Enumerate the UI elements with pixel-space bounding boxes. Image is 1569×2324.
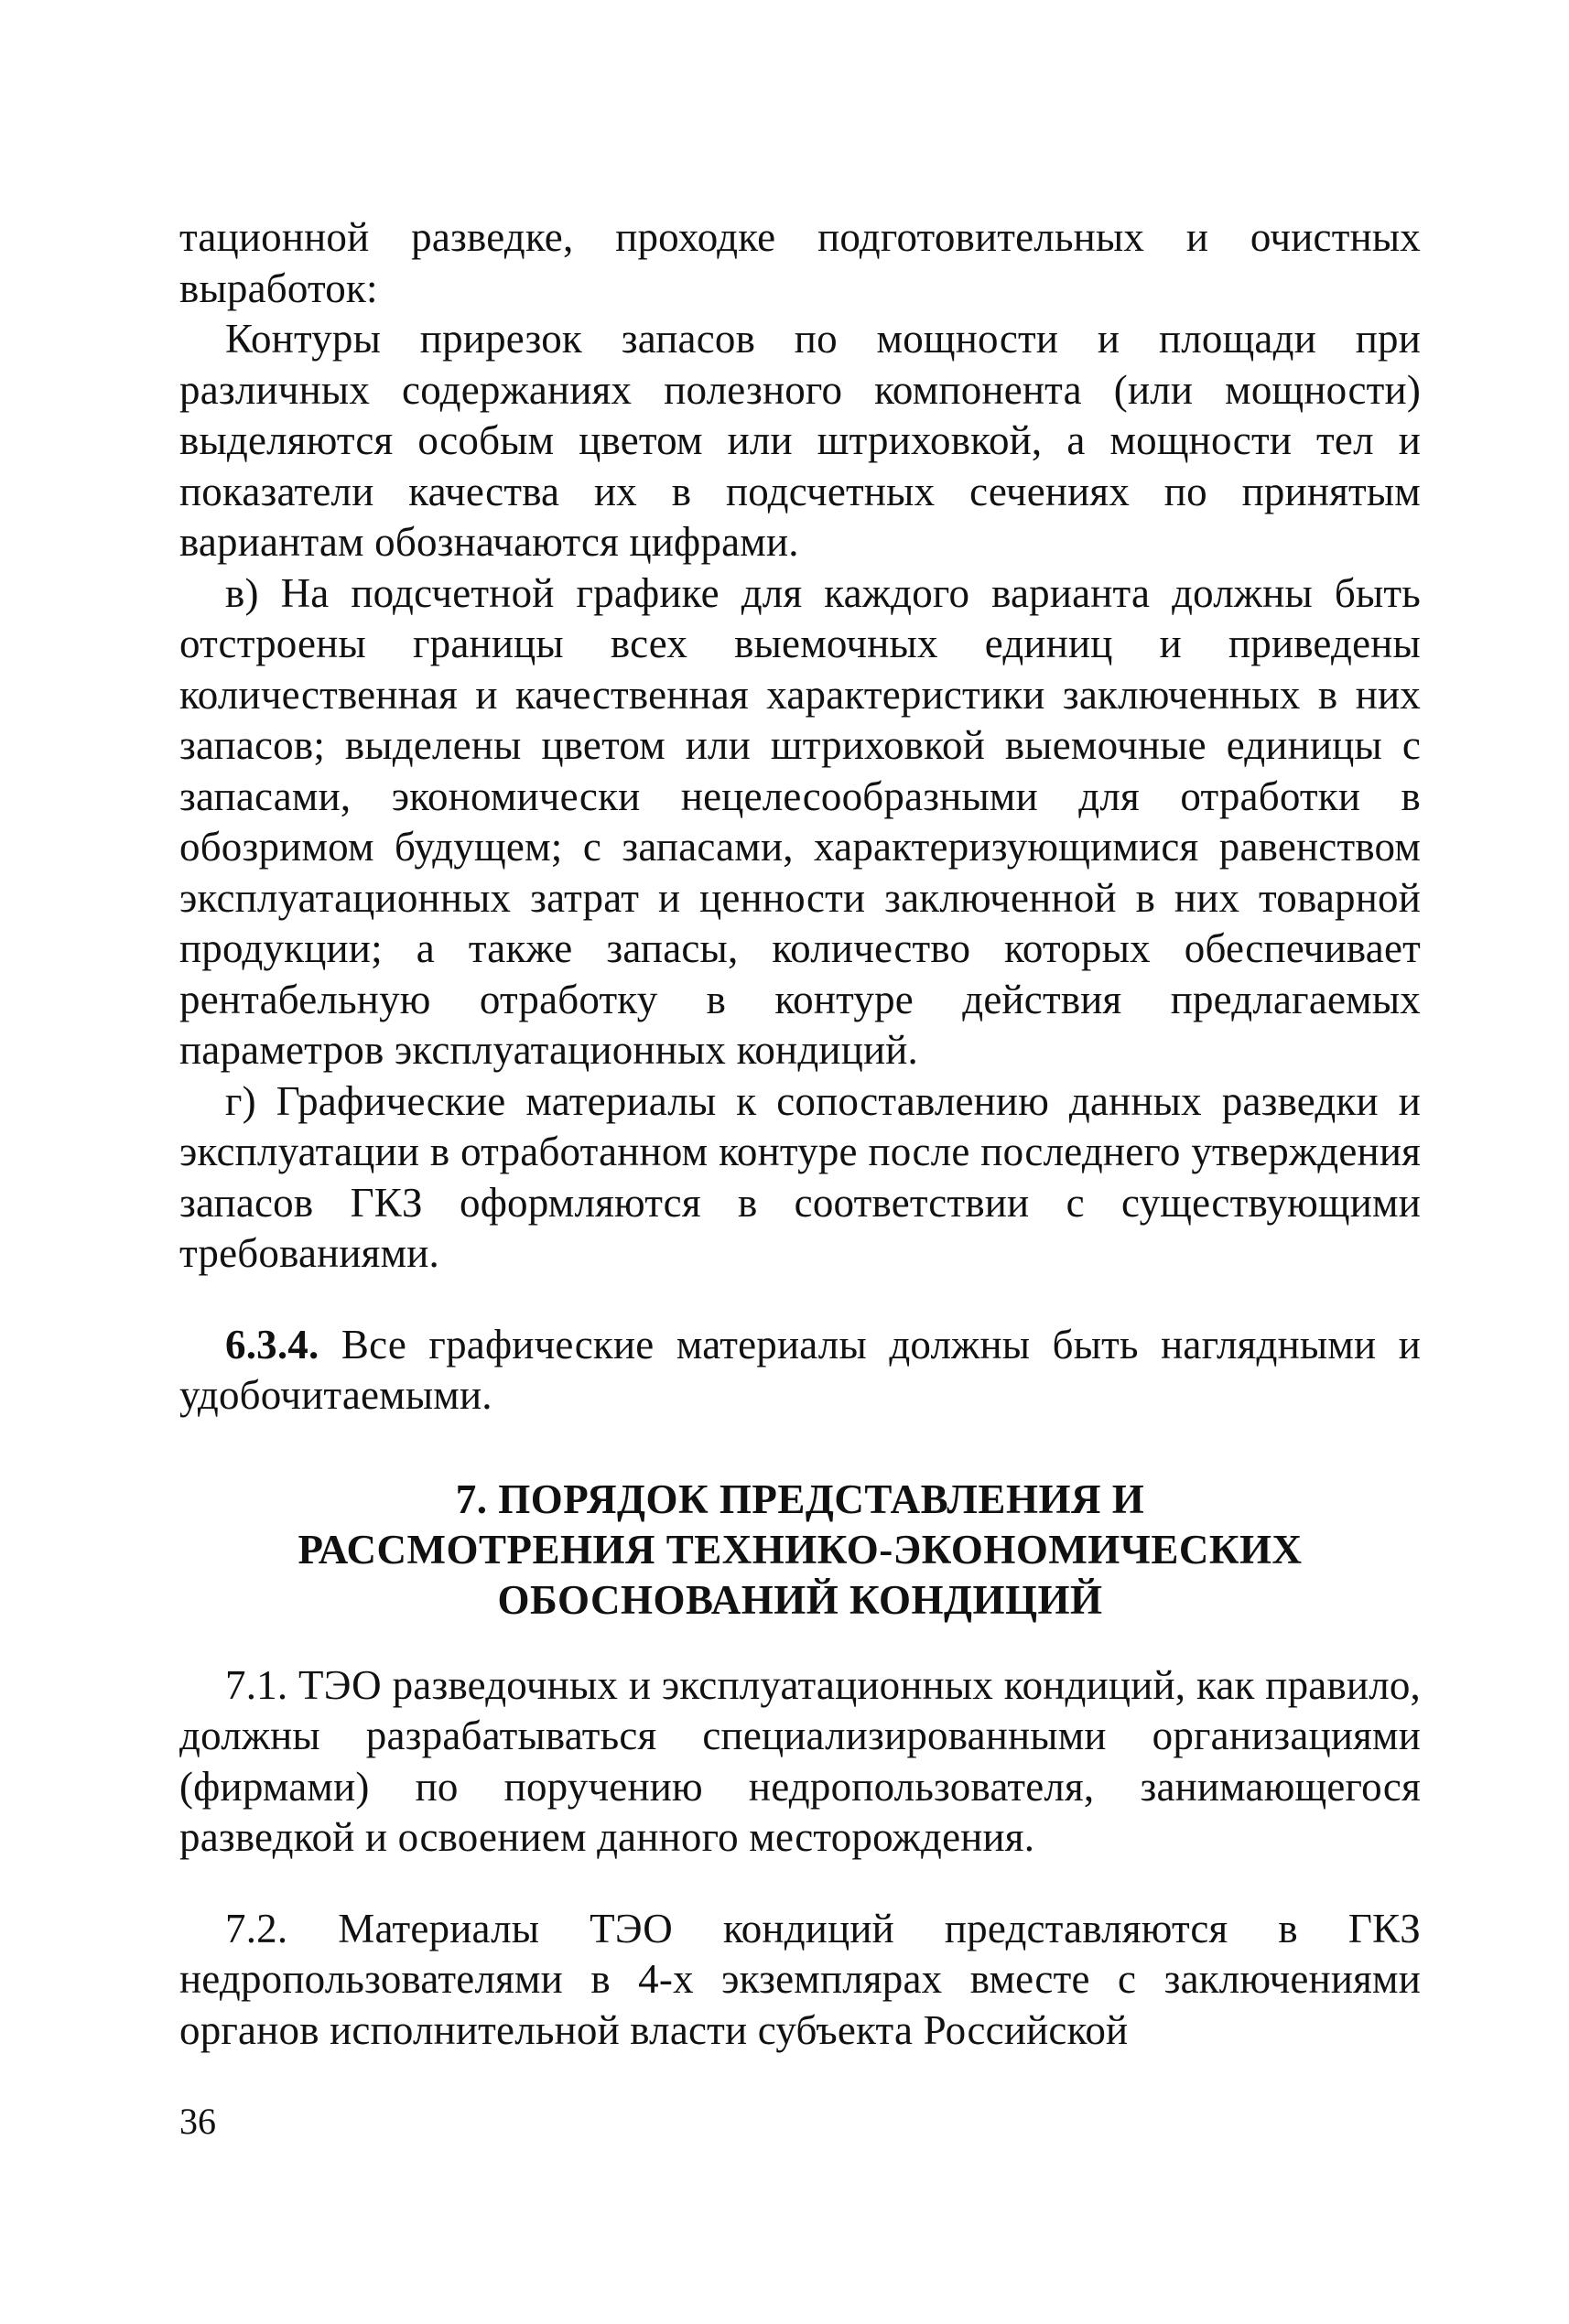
paragraph-6-3-4 [179,1320,1421,1421]
page-content [179,212,1421,2056]
paragraph-contours: Контуры прирезок запасов по мощности и площади при различных содержаниях полезного компонента (или мощности) выделяются особым цветом или штриховкой, а мощности тел и показатели качества их в подсчетных сечениях по принятым вариантам обозначаются цифрами. [179,316,1421,565]
clause-number: 6.3.4. [225,1321,319,1367]
section-title-line-2: РАССМОТРЕНИЯ ТЕХНИКО-ЭКОНОМИЧЕСКИХ [298,1526,1303,1573]
paragraph-item-g: г) Графические материалы к сопоставлению данных разведки и эксплуатации в отработанном контуре после последнего утверждения запасов ГКЗ оформляются в соответствии с существующими требованиями. [179,1077,1421,1276]
section-title-line-1: 7. ПОРЯДОК ПРЕДСТАВЛЕНИЯ И [455,1475,1145,1522]
paragraph-continuation: тационной разведке, проходке подготовительных и очистных выработок: [179,214,1421,311]
section-title-line-3: ОБОСНОВАНИЙ КОНДИЦИЙ [497,1576,1103,1623]
paragraph-7-1: 7.1. ТЭО разведочных и эксплуатационных кондиций, как правило, должны разрабатываться специализированными организациями (фирмами) по поручению недропользователя, занимающегося разведкой и освоением данного месторождения. [179,1661,1421,1860]
paragraph-item-v: в) На подсчетной графике для каждого варианта должны быть отстроены границы всех выемочных единиц и приведены количественная и качественная характеристики заключенных в них запасов; выделены цветом или штриховкой выемочные единицы с запасами, экономически нецелесообразными для отработки в обозримом будущем; с запасами, характеризующимися равенством эксплуатационных затрат и ценности заключенной в них товарной продукции; а также запасы, количество которых обеспечивает рентабельную отработку в контуре действия предлагаемых параметров эксплуатационных кондиций. [179,569,1421,1073]
page-number: 36 [179,2101,216,2142]
clause-text: Все графические материалы должны быть наглядными и удобочитаемыми. [179,1321,1422,1418]
paragraph-7-2: 7.2. Материалы ТЭО кондиций представляются в ГКЗ недропользователями в 4-х экземплярах вместе с заключениями органов исполнительной власти субъекта Российской [179,1905,1421,2053]
section-7-title [179,1475,1421,1626]
